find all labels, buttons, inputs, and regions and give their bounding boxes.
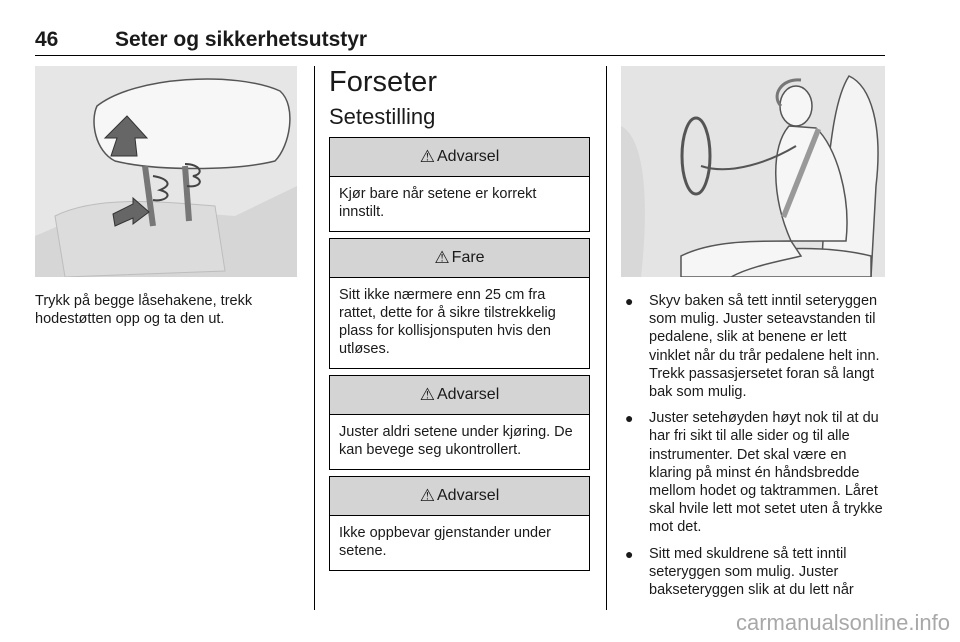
list-item <box>621 545 887 600</box>
driver-seating-position-illustration <box>621 66 885 277</box>
notice-title: Advarsel <box>437 487 500 504</box>
list-item-text: Juster setehøyden høyt nok til at du har fri sikt til alle sider og til alle instrumenter. Det skal være en klaring på minst én håndsbredde mellom hodet og taktrammen. Låret skal hvile lett mot setet uten å trykke mot det. <box>649 410 883 536</box>
notice-title: Advarsel <box>437 148 500 165</box>
page-number: 46 <box>35 28 59 51</box>
column-divider-left <box>314 66 315 610</box>
bullet-icon: ● <box>625 293 634 309</box>
notice-box <box>329 238 590 369</box>
warning-triangle-icon: ⚠ <box>434 248 450 267</box>
notice-body: Ikke oppbevar gjenstander under setene. <box>339 525 552 559</box>
notice-box <box>329 137 590 232</box>
subsection-title: Setestilling <box>329 104 436 129</box>
list-item-text: Skyv baken så tett inntil seteryggen som mulig. Juster seteavstanden til pedalene, slik at benene er lett vinklet når du trår pedalene helt inn. Trekk passasjersetet foran så langt bak som mulig. <box>649 293 880 401</box>
headrest-icon <box>35 66 297 277</box>
notice-header <box>330 376 589 415</box>
list-item-text: Sitt med skuldrene så tett inntil seteryggen som mulig. Juster bakseteryggen slik at du lett når <box>649 545 854 599</box>
notice-header <box>330 477 589 516</box>
page-header <box>35 28 885 52</box>
instruction-list <box>621 292 887 607</box>
notice-body: Juster aldri setene under kjøring. De kan bevege seg ukontrollert. <box>339 424 573 458</box>
notice-header <box>330 138 589 177</box>
notice-box <box>329 476 590 571</box>
list-item <box>621 409 887 536</box>
driver-seat-icon <box>621 66 885 277</box>
warning-triangle-icon: ⚠ <box>419 385 435 404</box>
notice-header <box>330 239 589 278</box>
chapter-title: Seter og sikkerhetsutstyr <box>115 28 368 51</box>
header-rule <box>35 55 885 56</box>
section-title: Forseter <box>329 66 437 98</box>
notice-body: Sitt ikke nærmere enn 25 cm fra rattet, dette for å sikre tilstrekkelig plass for kollisjonsputen hvis den utløses. <box>339 287 556 357</box>
column-divider-right <box>606 66 607 610</box>
notice-title: Fare <box>451 249 485 266</box>
notice-title: Advarsel <box>437 386 500 403</box>
bullet-icon: ● <box>625 410 634 427</box>
list-item <box>621 292 887 401</box>
warning-triangle-icon: ⚠ <box>419 486 435 505</box>
headrest-caption: Trykk på begge låsehakene, trekk hodestøtten opp og ta den ut. <box>35 293 253 327</box>
notice-box <box>329 375 590 470</box>
notice-body: Kjør bare når setene er korrekt innstilt. <box>339 186 537 220</box>
bullet-icon: ● <box>625 545 634 562</box>
headrest-removal-illustration <box>35 66 297 277</box>
watermark[interactable]: carmanualsonline.info <box>735 610 950 635</box>
warning-triangle-icon: ⚠ <box>419 147 435 166</box>
